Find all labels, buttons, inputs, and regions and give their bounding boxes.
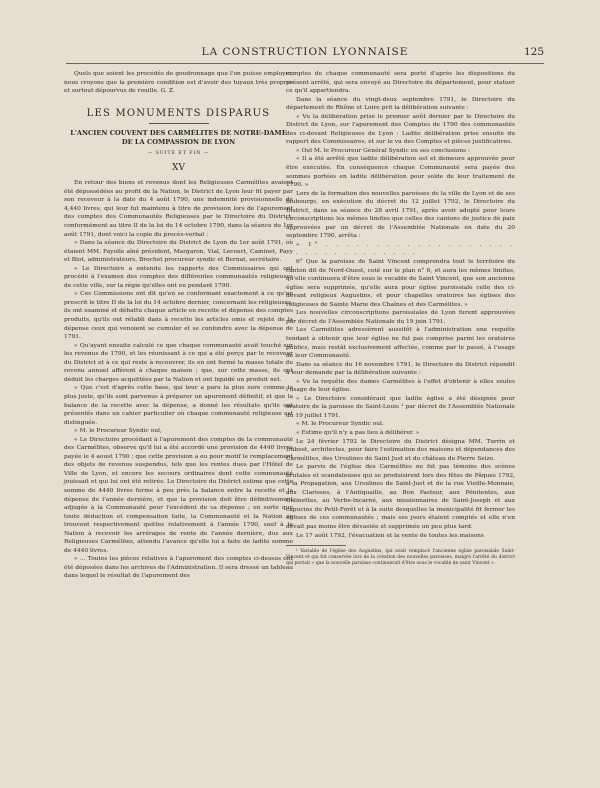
paragraph: « Le Directoire considérant que ladite église a été désignée pour oratoire de la paroisse de Saint-Louis ¹ par décret de l'Assemblée Nationale du 19 juillet 1791. xyxy=(286,395,515,419)
section-title: LES MONUMENTS DISPARUS xyxy=(86,107,271,119)
paragraph: Dans la séance du vingt-deux septembre 1791, le Directoire du département de Rhône et Loire prit la délibération suivante : xyxy=(286,96,515,112)
header-rule xyxy=(66,63,544,64)
footnote-divider xyxy=(286,545,346,546)
paragraph: « Vu la requête des dames Carmélites à l'effet d'obtenir à elles seules l'usage de leur église. xyxy=(286,378,515,394)
paragraph: « Ces Commissions ont dit qu'en se conformant exactement à ce qu'en prescrit le titre II de la loi du 14 octobre dernier, concernant les religieuses, ils ont examiné et débattu chaque article en recette et dépense des comptes produits, qu'ils ont rétabli dans à recette les articles omis et rejeté de la dépense ceux qui venoient se cumuler et se confondre avec la dépense de 1791. xyxy=(64,291,293,341)
section-heading xyxy=(64,107,293,173)
paragraph: « Qu'ayant ensuite calculé ce que chaque communauté avait touché sur les revenus de 1790, et les réunissant à ce qui a été perçu par le receveur du District et à ce qui reste à recouvrer, ils en ont formé la masse totale du revenu annuel afférent à chaque maison ; que, sur cette masse, ils ont déduit les charges acquittées par la Nation et ont liquidé un produit net. xyxy=(64,342,293,383)
footnote: ¹ Variable de l'église des Augustins, qui avait remplacé l'ancienne église paroissiale Saint-Vincent et qui fut conservée lors de la création des nouvelles paroisses, malgré l'arrêté du district qui portait « que la nouvelle paroisse continuerait d'être sous le vocable de saint Vincent ». xyxy=(286,549,515,567)
article-title: L'ANCIEN COUVENT DES CARMÉLITES DE NOTRE-DAME DE LA COMPASSION DE LYON xyxy=(70,129,287,147)
paragraph: « Estime qu'il n'y a pas lieu à délibérer. » xyxy=(296,429,420,436)
paragraph: Les nouvelles circonscriptions paroissiales de Lyon furent approuvées par décret de l'Assemblée Nationale du 19 juin 1791. xyxy=(286,310,515,325)
paragraph: 6° Que la paroisse de Saint Vincent comprendra tout le territoire du canton dit de Nord-Ouest, coté sur le plan n° 6, et aura les mêmes limites, qu'elle continuera d'être sous le vocable de Saint Vincent, que son ancienne église sera supprimée, qu'elle aura pour église paroissiale celle des ci-devant religieux Augustins, et pour chapelles oratoires les églises des religieuses de Sainte Marie des Chaînes et des Carmélites. » xyxy=(286,259,515,308)
paragraph: Lors de la formation des nouvelles paroisses de la ville de Lyon et de ses faubourgs, en exécution du décret du 12 juillet 1792, le Directoire du District, dans sa séance du 28 avril 1791, après avoir adopté pour leurs circonscriptions les mêmes limites que celles des cantons de justice de paix approuvées par un décret de l'Assemblée Nationale en date du 20 septembre 1790, arrêta : xyxy=(286,190,515,240)
paragraph: Le 24 février 1792 le Directoire du District désigna MM. Turrin et Dubost, architectes, pour faire l'estimation des maisons et dépendances des Carmélites, des Ursulines de Saint Just et du château de Pierre Seize. xyxy=(286,438,515,462)
left-column xyxy=(64,70,293,581)
paragraph: « Il a été arrêté que ladite délibération est et demeure approuvée pour être exécutée. En conséquence chaque Communauté sera payée des sommes portées en ladite délibération pour solde de leur traitement de 1790. » xyxy=(286,156,515,189)
elision-line: « 1° . . . . . . . . . . . . . . . . . . . . . . . . . . . . . . . . . xyxy=(286,241,515,257)
paragraph: « M. le Procureur Syndic ouï, xyxy=(74,428,162,435)
intro-paragraph: Quels que soient les procédés de goudronnage que l'on puisse employer, nous croyons que la première condition est d'avoir des tuyaux très propres et surtout dépourvus de rouille. G. Z. xyxy=(64,71,293,95)
page-number: 125 xyxy=(523,46,544,58)
paragraph: Les Carmélites adressèrent aussitôt à l'administration une requête tendant à obtenir que leur église ne fut pas comprise parmi les oratoires publics, mais restât exclusivement affectée, comme par le passé, à l'usage de leur Communauté. xyxy=(286,327,515,360)
paragraph: « Dans la séance du Directoire du District de Lyon du 1er août 1791, où étaient MM. Fayolle aîné président, Margaron, Vial, Lecourt, Caminet, Pavy et Biot, administrateurs, Brochet procureur syndic et Bernat, secrétaire. xyxy=(64,240,293,264)
paragraph: « Le Directoire a entendu les rapports des Commissaires qui ont procédé à l'examen des comptes des différentes communautés religieuses de cette ville, sur la régie qu'elles ont eu pendant 1790. xyxy=(64,265,293,289)
section-divider xyxy=(149,123,209,124)
paragraph: « Que c'est d'après cette base, qui leur a paru la plus sure comme la plus juste, qu'ils sont parvenus à préparer un apurement définitif, et que la balance de la recette avec la dépense, a donné les résultats qu'ils ont présentés dans un cahier particulier où chaque communauté religieuse est distinguée. xyxy=(64,385,293,426)
paragraph: Dans sa séance du 16 novembre 1791, le Directoire du District répondit à leur demande par la délibération suivante : xyxy=(286,361,515,377)
right-column xyxy=(286,70,515,567)
paragraph: En retour des biens et revenus dont les Religieuses Carmélites avaient été dépossédées au profit de la Nation, le District de Lyon leur fit payer par son receveur à la date du 4 août 1790, une indemnité provisionnelle de 4,440 livres, qui leur fut maintenu à titre de provision lors de l'apurement des comptes des Communautés Religieuses par le Directoire du District, conformément au titre II de la loi du 14 octobre 1790, dans la séance du 1er août 1791, dont voici la copie du procès-verbal : xyxy=(64,180,293,238)
running-title: LA CONSTRUCTION LYONNAISE xyxy=(201,46,409,58)
paragraph: Le parvis de l'église des Carmélites ne fut pas témoins des scènes brutales et scandaleuses qui se produisirent lors des fêtes de Pâques 1792, à la Propagation, aux Ursulines de Saint-Just et de la rue Vieille-Monnaie, aux Clarisses, à l'Antiquaille, au Bon Pasteur, aux Pénitentes, aux Colinettes, au Verbe-Incarné, aux missionnaires de Saint-Joseph et aux capucins du Petit-Forêt et à la suite desquelles la municipalité fit fermer les églises de ces communautés ; mais ses jours étaient comptés et elle n'en devait pas moins être dévastée et supprimée un peu plus tard. xyxy=(286,464,515,530)
page-header xyxy=(66,46,544,60)
paragraph: Le 17 août 1792, l'évacuation et la vente de toutes les maisons xyxy=(296,532,484,539)
paragraph: comptes de chaque communauté sera porté d'après les dispositions du présent arrêté, qui sera envoyé au Directoire du département, pour statuer ce qu'il appartiendra. xyxy=(286,71,515,95)
article-byline: — SUITE ET FIN — xyxy=(147,151,210,157)
paragraph: « Ouï M. le Procureur Général Syndic en ses conclusions : xyxy=(296,147,470,154)
paragraph: « M. le Procureur Syndic ouï. xyxy=(296,421,384,428)
paragraph: « ... Toutes les pièces relatives à l'apurement des comptes ci-dessus ont été déposées dans les archives de l'Administration. Il sera dressé un tableau dans lequel le résultat de l'apurement des xyxy=(64,556,293,580)
paragraph: « Vu la délibération prise le premier août dernier par le Directoire du District de Lyon, sur l'apurement des Comptes de 1790 des communautés des ci-devant Religieuses de Lyon : Ladite délibération prise ensuite du rapport des Commissaires, et sur le vu des Comptes et pièces justificatives. xyxy=(286,113,515,146)
chapter-number: XV xyxy=(172,162,185,173)
paragraph: « Le Directoire procédant à l'apurement des comptes de la communauté des Carmélites, observe qu'il lui a été accordé une provision de 4440 livres payée le 4 aoust 1790 ; que cette provision a eu pour motif le remplacement des objets de revenus suspendus, tels que les rentes dues par l'Hôtel de Ville de Lyon, et encore les secours ordinaires dont cette communauté jouissait et qui lui ont été retirés. Le Directoire du District estime que cette somme de 4440 livres forme à peu près la balance entre la recette et la dépense de l'année dernière, et que la provision doit être définitivement adjugée à la Communauté pour l'excédent de sa dépense ; en sorte que toute déduction et compensation faite, la Communauté et la Nation se trouvent respectivement quittes relativement à l'année 1790, sauf à la Nation à recevoir les arrérages de rente de l'année dernière, dus aux Religieuses Carmélites, attendu l'avance qu'elle lui a faite de ladite somme de 4440 livres. xyxy=(64,436,293,554)
